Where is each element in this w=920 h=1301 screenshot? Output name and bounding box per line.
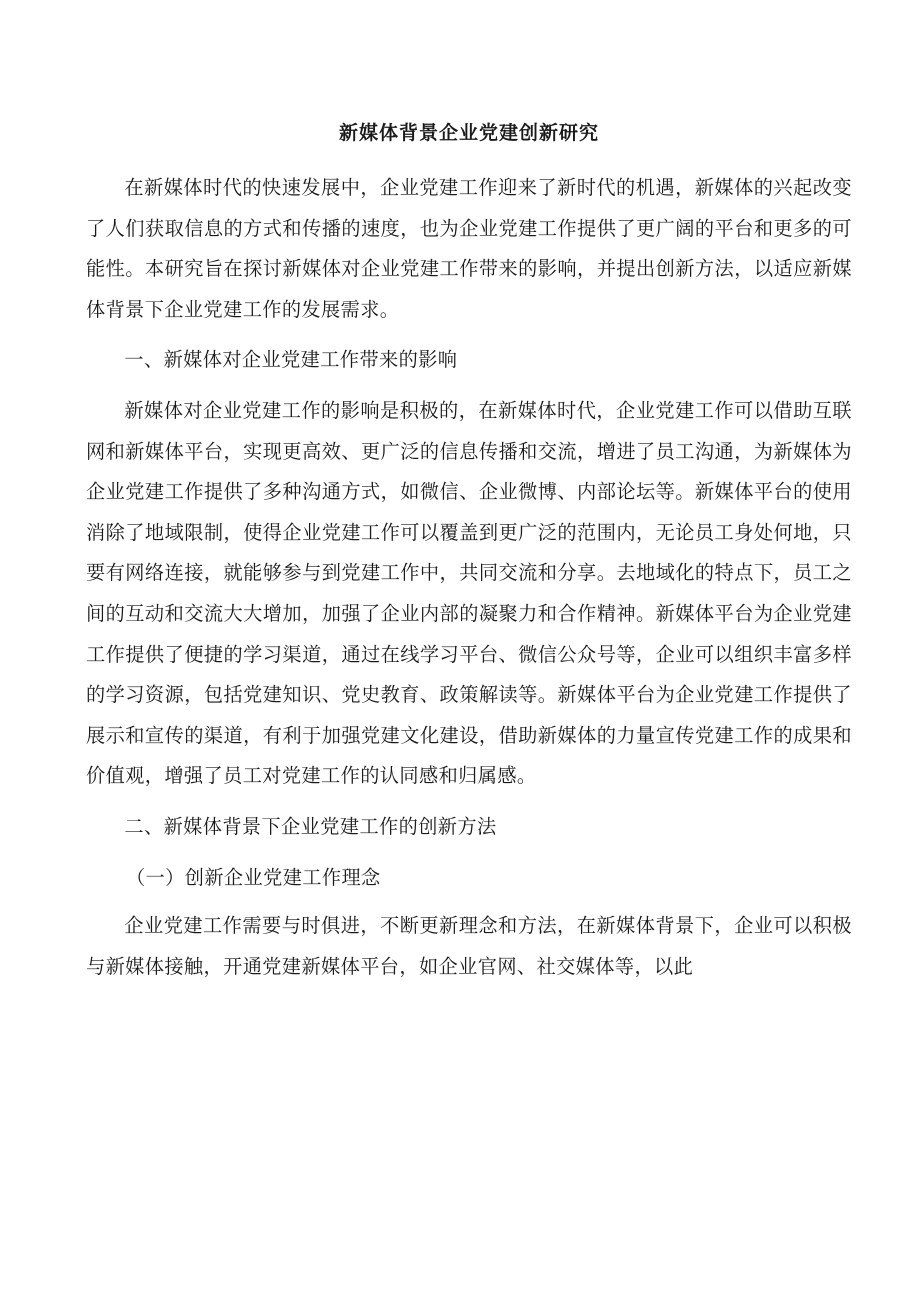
subsection-1-heading: （一）创新企业党建工作理念 [126,865,381,889]
section-1-paragraph: 新媒体对企业党建工作的影响是积极的，在新媒体时代，企业党建工作可以借助互联网和新媒体平台，实现更高效、更广泛的信息传播和交流，增进了员工沟通，为新媒体为企业党建工作提供了多种沟通方式，如微信、企业微博、内部论坛等。新媒体平台的使用消除了地域限制，使得企业党建工作可以覆盖到更广泛的范围内，无论员工身处何地，只要有网络连接，就能够参与到党建工作中，共同交流和分享。去地域化的特点下，员工之间的互动和交流大大增加，加强了企业内部的凝聚力和合作精神。新媒体平台为企业党建工作提供了便捷的学习渠道，通过在线学习平台、微信公众号等，企业可以组织丰富多样的学习资源，包括党建知识、党史教育、政策解读等。新媒体平台为企业党建工作提供了展示和宣传的渠道，有利于加强党建文化建设，借助新媒体的力量宣传党建工作的成果和价值观，增强了员工对党建工作的认同感和归属感。 [86,398,852,788]
document-title: 新媒体背景企业党建创新研究 [338,122,599,144]
subsection-1-paragraph: 企业党建工作需要与时俱进，不断更新理念和方法，在新媒体背景下，企业可以积极与新媒体接触，开通党建新媒体平台，如企业官网、社交媒体等，以此 [86,914,852,978]
section-2-heading: 二、新媒体背景下企业党建工作的创新方法 [124,814,497,838]
section-1-heading: 一、新媒体对企业党建工作带来的影响 [124,348,458,372]
document-page [86,118,852,987]
intro-paragraph: 在新媒体时代的快速发展中，企业党建工作迎来了新时代的机遇，新媒体的兴起改变了人们获取信息的方式和传播的速度，也为企业党建工作提供了更广阔的平台和更多的可能性。本研究旨在探讨新媒体对企业党建工作带来的影响，并提出创新方法，以适应新媒体背景下企业党建工作的发展需求。 [86,176,852,321]
